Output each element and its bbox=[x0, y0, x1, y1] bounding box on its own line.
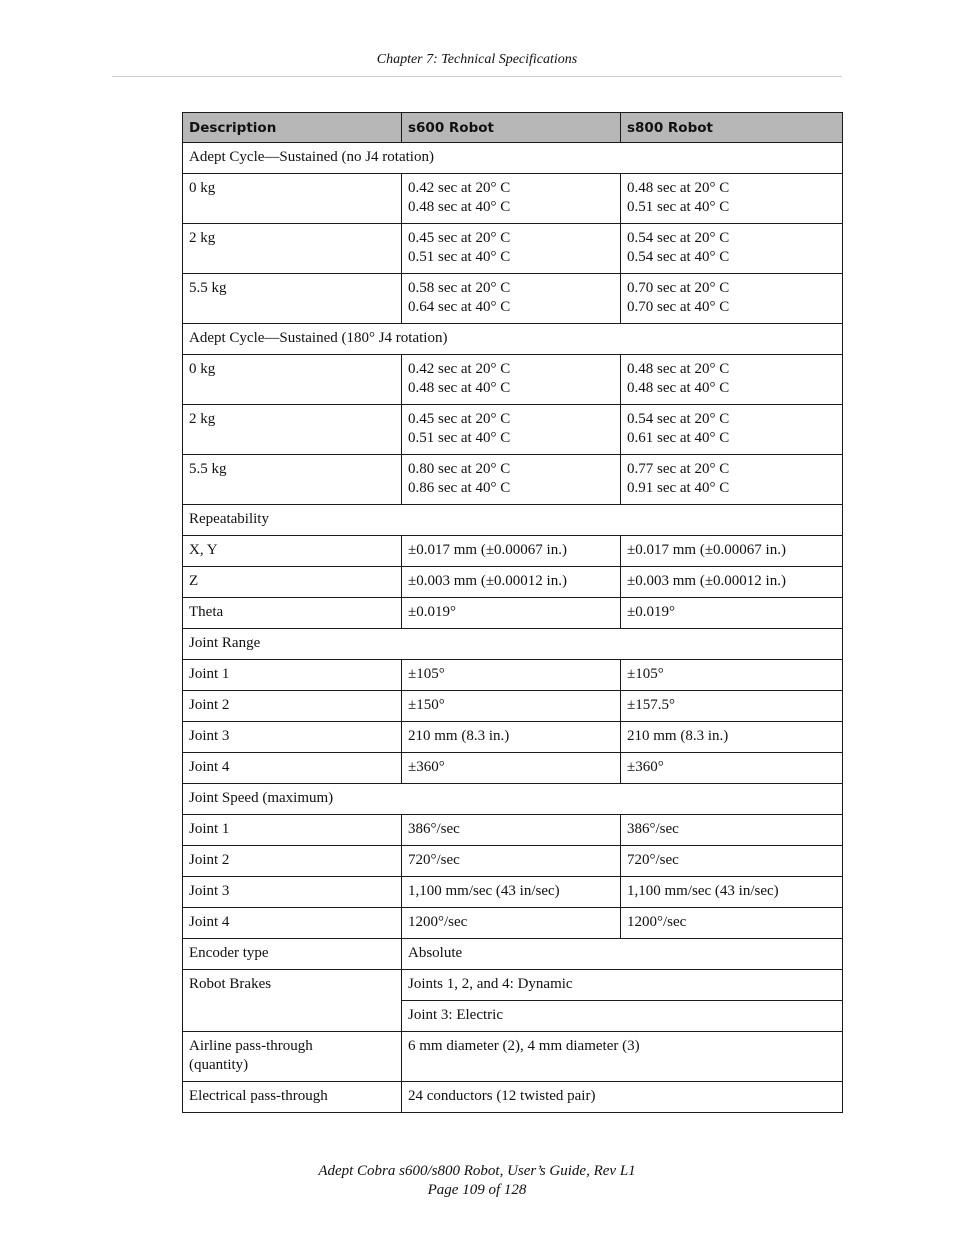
column-header-s600: s600 Robot bbox=[402, 113, 621, 143]
row-label: Joint 2 bbox=[183, 846, 402, 877]
row-label: Theta bbox=[183, 598, 402, 629]
row-label: Joint 4 bbox=[183, 908, 402, 939]
row-label: Robot Brakes bbox=[183, 970, 402, 1032]
s600-value: ±105° bbox=[402, 660, 621, 691]
table-row-brakes bbox=[183, 970, 843, 1001]
row-label: Joint 1 bbox=[183, 815, 402, 846]
cell-line: 0.42 sec at 20° C bbox=[408, 361, 511, 377]
row-label: Z bbox=[183, 567, 402, 598]
s800-value: ±157.5° bbox=[621, 691, 843, 722]
s600-value bbox=[402, 405, 621, 455]
cell-line: 0.48 sec at 40° C bbox=[408, 199, 511, 215]
table-header-row bbox=[183, 113, 843, 143]
s800-value: 1200°/sec bbox=[621, 908, 843, 939]
s600-value: ±0.003 mm (±0.00012 in.) bbox=[402, 567, 621, 598]
brakes-value-2: Joint 3: Electric bbox=[402, 1001, 843, 1032]
table-row-electrical bbox=[183, 1082, 843, 1113]
row-label: X, Y bbox=[183, 536, 402, 567]
row-label bbox=[183, 1032, 402, 1082]
table-row bbox=[183, 660, 843, 691]
s600-value bbox=[402, 224, 621, 274]
cell-line: 0.45 sec at 20° C bbox=[408, 411, 511, 427]
s800-value: ±0.019° bbox=[621, 598, 843, 629]
s600-value: ±150° bbox=[402, 691, 621, 722]
row-label: Joint 2 bbox=[183, 691, 402, 722]
header-rule bbox=[112, 76, 842, 77]
table-body bbox=[183, 143, 843, 1113]
cell-line: 0.51 sec at 40° C bbox=[627, 199, 730, 215]
cell-line: 0.48 sec at 20° C bbox=[627, 180, 730, 196]
footer-document-title: Adept Cobra s600/s800 Robot, User’s Guide, Rev L1 bbox=[318, 1163, 636, 1179]
s800-value bbox=[621, 405, 843, 455]
brakes-value-1: Joints 1, 2, and 4: Dynamic bbox=[402, 970, 843, 1001]
section-row bbox=[183, 784, 843, 815]
s600-value bbox=[402, 355, 621, 405]
cell-line: 0.61 sec at 40° C bbox=[627, 430, 730, 446]
table-row bbox=[183, 753, 843, 784]
section-title: Joint Speed (maximum) bbox=[183, 784, 843, 815]
section-title: Adept Cycle—Sustained (180° J4 rotation) bbox=[183, 324, 843, 355]
table-row bbox=[183, 536, 843, 567]
table-row bbox=[183, 846, 843, 877]
cell-line: 0.45 sec at 20° C bbox=[408, 230, 511, 246]
s800-value: 210 mm (8.3 in.) bbox=[621, 722, 843, 753]
specifications-table bbox=[182, 112, 843, 1113]
s600-value: ±0.017 mm (±0.00067 in.) bbox=[402, 536, 621, 567]
row-label: Encoder type bbox=[183, 939, 402, 970]
s600-value: 1,100 mm/sec (43 in/sec) bbox=[402, 877, 621, 908]
table-row bbox=[183, 455, 843, 505]
cell-line: 0.51 sec at 40° C bbox=[408, 430, 511, 446]
table-row bbox=[183, 567, 843, 598]
s800-value: 1,100 mm/sec (43 in/sec) bbox=[621, 877, 843, 908]
s600-value: ±0.019° bbox=[402, 598, 621, 629]
cell-line: 0.54 sec at 40° C bbox=[627, 249, 730, 265]
s800-value bbox=[621, 455, 843, 505]
section-row bbox=[183, 629, 843, 660]
section-row bbox=[183, 505, 843, 536]
table-row-encoder bbox=[183, 939, 843, 970]
section-title: Repeatability bbox=[183, 505, 843, 536]
table-row bbox=[183, 405, 843, 455]
row-label: Joint 4 bbox=[183, 753, 402, 784]
s800-value: 386°/sec bbox=[621, 815, 843, 846]
table-row bbox=[183, 815, 843, 846]
table-row bbox=[183, 174, 843, 224]
row-label: Joint 3 bbox=[183, 722, 402, 753]
row-label: Electrical pass-through bbox=[183, 1082, 402, 1113]
section-row bbox=[183, 143, 843, 174]
section-title: Joint Range bbox=[183, 629, 843, 660]
row-label: 0 kg bbox=[183, 355, 402, 405]
table-row-airline bbox=[183, 1032, 843, 1082]
cell-line: 0.80 sec at 20° C bbox=[408, 461, 511, 477]
row-label: Joint 3 bbox=[183, 877, 402, 908]
table-row bbox=[183, 355, 843, 405]
section-row bbox=[183, 324, 843, 355]
cell-line: 0.77 sec at 20° C bbox=[627, 461, 730, 477]
cell-line: 0.64 sec at 40° C bbox=[408, 299, 511, 315]
cell-line: 0.48 sec at 40° C bbox=[627, 380, 730, 396]
footer-page-number: Page 109 of 128 bbox=[427, 1182, 527, 1198]
cell-line: 0.48 sec at 40° C bbox=[408, 380, 511, 396]
table-row bbox=[183, 598, 843, 629]
column-header-s800: s800 Robot bbox=[621, 113, 843, 143]
cell-line: 0.70 sec at 40° C bbox=[627, 299, 730, 315]
cell-line: (quantity) bbox=[189, 1057, 249, 1073]
cell-line: 0.58 sec at 20° C bbox=[408, 280, 511, 296]
cell-line: Airline pass-through bbox=[189, 1038, 313, 1054]
row-label: 2 kg bbox=[183, 405, 402, 455]
s800-value: ±0.003 mm (±0.00012 in.) bbox=[621, 567, 843, 598]
s800-value: 720°/sec bbox=[621, 846, 843, 877]
cell-line: 0.51 sec at 40° C bbox=[408, 249, 511, 265]
cell-line: 0.86 sec at 40° C bbox=[408, 480, 511, 496]
table-row bbox=[183, 224, 843, 274]
table-row bbox=[183, 722, 843, 753]
section-title: Adept Cycle—Sustained (no J4 rotation) bbox=[183, 143, 843, 174]
s600-value bbox=[402, 174, 621, 224]
s800-value: ±105° bbox=[621, 660, 843, 691]
s800-value bbox=[621, 224, 843, 274]
s800-value: ±360° bbox=[621, 753, 843, 784]
s600-value: ±360° bbox=[402, 753, 621, 784]
table-row bbox=[183, 877, 843, 908]
s800-value bbox=[621, 274, 843, 324]
s600-value: 386°/sec bbox=[402, 815, 621, 846]
cell-line: 0.54 sec at 20° C bbox=[627, 411, 730, 427]
row-label: 5.5 kg bbox=[183, 455, 402, 505]
running-header: Chapter 7: Technical Specifications bbox=[376, 52, 578, 67]
row-label: Joint 1 bbox=[183, 660, 402, 691]
s600-value: 210 mm (8.3 in.) bbox=[402, 722, 621, 753]
row-label: 2 kg bbox=[183, 224, 402, 274]
s600-value bbox=[402, 455, 621, 505]
cell-line: 0.91 sec at 40° C bbox=[627, 480, 730, 496]
table-row bbox=[183, 691, 843, 722]
s800-value bbox=[621, 174, 843, 224]
cell-line: 0.70 sec at 20° C bbox=[627, 280, 730, 296]
cell-line: 0.54 sec at 20° C bbox=[627, 230, 730, 246]
s800-value bbox=[621, 355, 843, 405]
column-header-description: Description bbox=[183, 113, 402, 143]
row-label: 0 kg bbox=[183, 174, 402, 224]
table-row bbox=[183, 274, 843, 324]
electrical-value: 24 conductors (12 twisted pair) bbox=[402, 1082, 843, 1113]
s600-value bbox=[402, 274, 621, 324]
encoder-value: Absolute bbox=[402, 939, 843, 970]
cell-line: 0.48 sec at 20° C bbox=[627, 361, 730, 377]
airline-value: 6 mm diameter (2), 4 mm diameter (3) bbox=[402, 1032, 843, 1082]
row-label: 5.5 kg bbox=[183, 274, 402, 324]
cell-line: 0.42 sec at 20° C bbox=[408, 180, 511, 196]
s600-value: 720°/sec bbox=[402, 846, 621, 877]
s800-value: ±0.017 mm (±0.00067 in.) bbox=[621, 536, 843, 567]
table-row bbox=[183, 908, 843, 939]
s600-value: 1200°/sec bbox=[402, 908, 621, 939]
